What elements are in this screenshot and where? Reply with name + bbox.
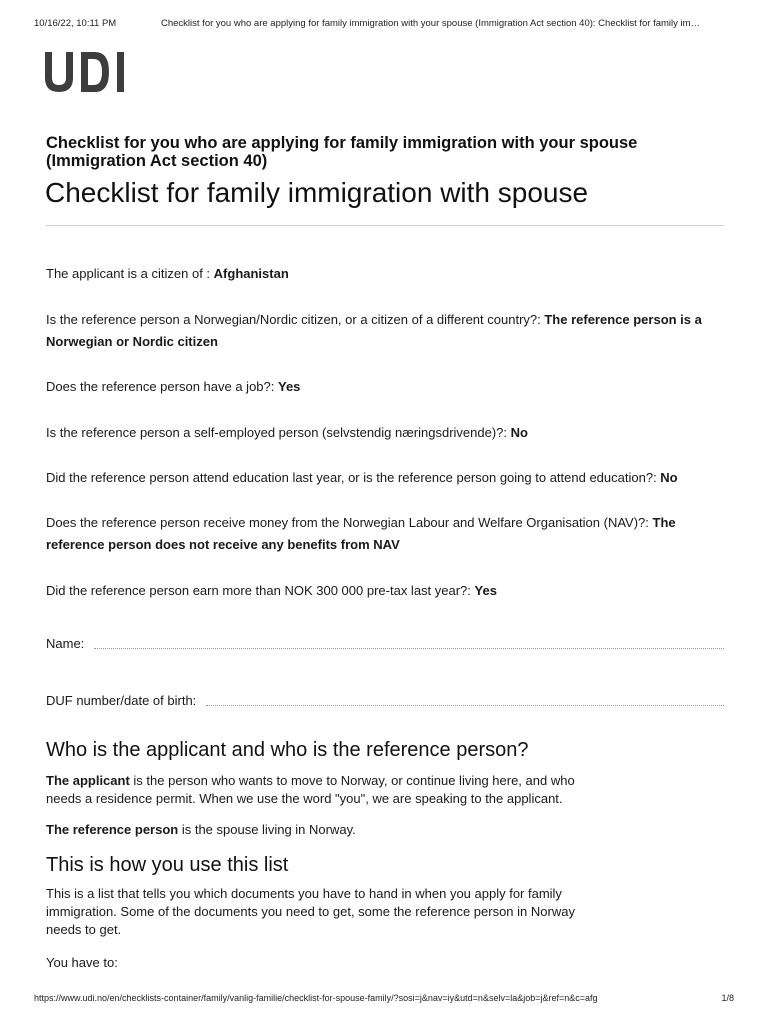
you-have-to-text: You have to: <box>46 955 118 970</box>
logo-letter-d <box>81 52 109 92</box>
intro-title: Checklist for you who are applying for family immigration with your spouse (Immigration Act section 40) <box>46 134 638 170</box>
page-number: 1/8 <box>721 993 734 1003</box>
udi-logo <box>45 52 127 92</box>
answer-nav-benefits <box>46 512 718 556</box>
name-field <box>46 634 724 651</box>
answer-reference-citizenship <box>46 309 718 353</box>
print-document-title: Checklist for you who are applying for family immigration with your spouse (Immigration Act section 40): Checklist for family im… <box>161 18 701 29</box>
answer-education <box>46 467 718 489</box>
reference-definition <box>46 821 591 839</box>
answer-text: The reference person is a Norwegian or Nordic citizen <box>46 312 702 349</box>
answer-text: No <box>660 470 678 485</box>
use-paragraph: This is a list that tells you which documents you have to hand in when you apply for family immigration. Some of the documents you need to get, some the reference person in Norway needs to get. <box>46 886 575 937</box>
applicant-description: is the person who wants to move to Norway, or continue living here, and who needs a residence permit. When we use the word "you", we are speaking to the applicant. <box>46 773 575 806</box>
logo-letter-i <box>117 52 124 92</box>
answer-text: Yes <box>277 379 301 394</box>
applicant-definition <box>46 772 591 808</box>
print-footer <box>34 993 734 1003</box>
name-fill-line <box>94 634 724 649</box>
answer-income <box>46 580 718 602</box>
duf-fill-line <box>206 691 724 706</box>
print-timestamp: 10/16/22, 10:11 PM <box>34 18 117 29</box>
title-divider <box>46 225 724 226</box>
duf-field <box>46 691 724 708</box>
duf-label: DUF number/date of birth: <box>46 693 197 708</box>
answer-self-employed <box>46 422 718 444</box>
reference-description: is the spouse living in Norway. <box>178 822 356 837</box>
logo-letter-u <box>45 52 73 92</box>
question-text: Is the reference person a Norwegian/Nordic citizen, or a citizen of a different country?: <box>46 312 545 327</box>
answer-text: The reference person does not receive any benefits from NAV <box>46 515 676 552</box>
question-text: Does the reference person have a job?: <box>46 379 278 394</box>
name-label: Name: <box>46 636 85 651</box>
question-text: Does the reference person receive money from the Norwegian Labour and Welfare Organisation (NAV)?: <box>46 515 653 530</box>
answer-text: Afghanistan <box>213 266 289 281</box>
question-text: Did the reference person earn more than NOK 300 000 pre-tax last year?: <box>46 583 475 598</box>
answer-job <box>46 376 718 398</box>
question-text: Did the reference person attend education last year, or is the reference person going to attend education?: <box>46 470 661 485</box>
reference-term: The reference person <box>46 822 179 837</box>
answer-text: Yes <box>474 583 497 598</box>
print-header <box>34 18 734 29</box>
question-text: The applicant is a citizen of : <box>46 266 214 281</box>
applicant-term: The applicant <box>46 773 130 788</box>
answer-citizenship <box>46 263 718 285</box>
answer-text: No <box>510 425 528 440</box>
section-heading-use: This is how you use this list <box>46 854 289 876</box>
page-title: Checklist for family immigration with spouse <box>45 177 589 208</box>
print-url: https://www.udi.no/en/checklists-container/family/vanlig-familie/checklist-for-spouse-family/?sosi=j&nav=iy&utd=n&selv=la&job=j&ref=n&c=afg <box>34 993 598 1003</box>
section-heading-who: Who is the applicant and who is the reference person? <box>46 739 529 761</box>
question-text: Is the reference person a self-employed person (selvstendig næringsdrivende)?: <box>46 425 511 440</box>
